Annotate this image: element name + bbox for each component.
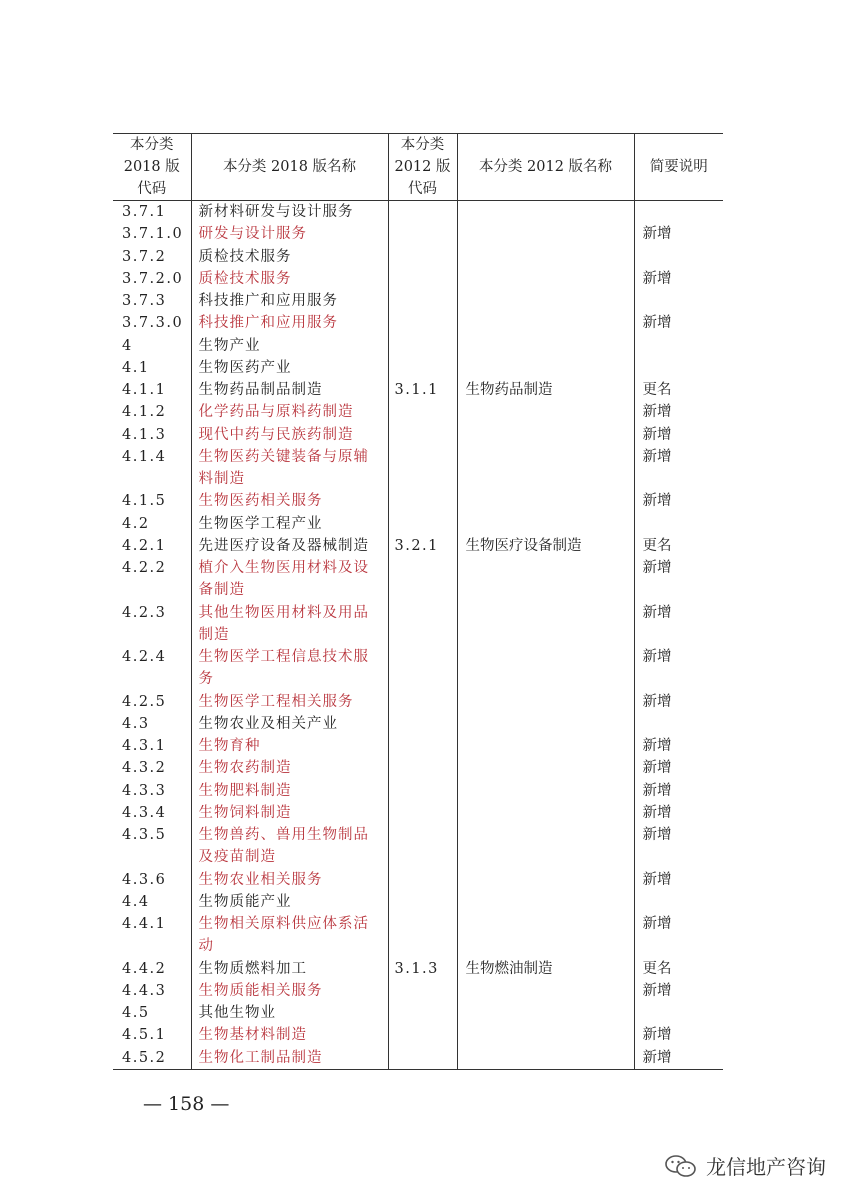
cell-name-2012 [457, 980, 634, 1002]
cell-code-2012 [388, 513, 457, 535]
cell-note: 更名 [634, 958, 723, 980]
cell-code-2018: 4.4.2 [113, 958, 191, 980]
header-name-2018: 本分类 2018 版名称 [191, 134, 388, 201]
cell-note: 新增 [634, 646, 723, 691]
cell-note: 新增 [634, 980, 723, 1002]
cell-note [634, 713, 723, 735]
cell-name-2012 [457, 646, 634, 691]
cell-code-2018: 4.5.2 [113, 1047, 191, 1070]
cell-note [634, 246, 723, 268]
cell-name-2018: 新材料研发与设计服务 [191, 201, 388, 224]
cell-note: 新增 [634, 802, 723, 824]
table-row [113, 201, 723, 224]
cell-code-2018: 4.3.1 [113, 735, 191, 757]
cell-code-2018: 4.1 [113, 357, 191, 379]
cell-code-2018: 4.2.4 [113, 646, 191, 691]
cell-code-2012 [388, 223, 457, 245]
cell-note: 新增 [634, 1024, 723, 1046]
cell-code-2012 [388, 891, 457, 913]
table-row [113, 379, 723, 401]
cell-code-2012 [388, 401, 457, 423]
cell-note: 新增 [634, 223, 723, 245]
cell-name-2012: 生物燃油制造 [457, 958, 634, 980]
cell-note [634, 201, 723, 224]
cell-name-2012 [457, 424, 634, 446]
cell-name-2012 [457, 290, 634, 312]
cell-code-2018: 4.4 [113, 891, 191, 913]
cell-code-2012 [388, 869, 457, 891]
cell-note [634, 357, 723, 379]
table-row [113, 958, 723, 980]
cell-name-2018: 生物化工制品制造 [191, 1047, 388, 1070]
cell-name-2012 [457, 268, 634, 290]
cell-name-2018: 生物肥料制造 [191, 780, 388, 802]
header-code-2018: 本分类 2018 版 代码 [113, 134, 191, 201]
table-row [113, 246, 723, 268]
table-row [113, 401, 723, 423]
cell-note: 新增 [634, 735, 723, 757]
cell-name-2018: 科技推广和应用服务 [191, 312, 388, 334]
cell-note: 新增 [634, 780, 723, 802]
cell-name-2018: 现代中药与民族药制造 [191, 424, 388, 446]
cell-code-2012 [388, 980, 457, 1002]
cell-name-2018: 生物农业相关服务 [191, 869, 388, 891]
cell-code-2018: 3.7.2.0 [113, 268, 191, 290]
cell-name-2018: 生物农业及相关产业 [191, 713, 388, 735]
cell-note: 新增 [634, 824, 723, 869]
header-code-2012: 本分类 2012 版 代码 [388, 134, 457, 201]
cell-code-2012 [388, 201, 457, 224]
cell-note: 新增 [634, 490, 723, 512]
classification-table-wrapper [113, 133, 723, 1070]
cell-name-2018: 生物质能产业 [191, 891, 388, 913]
cell-name-2012 [457, 446, 634, 491]
table-row [113, 713, 723, 735]
cell-name-2012 [457, 401, 634, 423]
cell-code-2012 [388, 802, 457, 824]
watermark-text: 龙信地产咨询 [706, 1155, 826, 1179]
cell-code-2012 [388, 290, 457, 312]
cell-note: 更名 [634, 535, 723, 557]
cell-code-2012 [388, 757, 457, 779]
cell-code-2012 [388, 735, 457, 757]
cell-name-2018: 生物相关原料供应体系活动 [191, 913, 388, 958]
cell-name-2012: 生物药品制造 [457, 379, 634, 401]
cell-note: 新增 [634, 913, 723, 958]
cell-name-2018: 生物质能相关服务 [191, 980, 388, 1002]
cell-note: 新增 [634, 268, 723, 290]
cell-code-2012 [388, 1024, 457, 1046]
cell-code-2018: 4.1.4 [113, 446, 191, 491]
cell-code-2012 [388, 1002, 457, 1024]
cell-name-2018: 化学药品与原料药制造 [191, 401, 388, 423]
cell-name-2012 [457, 824, 634, 869]
cell-note: 新增 [634, 312, 723, 334]
cell-note [634, 335, 723, 357]
cell-code-2018: 4.1.2 [113, 401, 191, 423]
cell-name-2012 [457, 1024, 634, 1046]
table-row [113, 1047, 723, 1070]
page-number: — 158 — [143, 1093, 230, 1115]
table-row [113, 757, 723, 779]
cell-name-2018: 生物质燃料加工 [191, 958, 388, 980]
cell-name-2018: 科技推广和应用服务 [191, 290, 388, 312]
cell-code-2012: 3.1.3 [388, 958, 457, 980]
cell-code-2012 [388, 780, 457, 802]
table-row [113, 335, 723, 357]
cell-name-2012 [457, 312, 634, 334]
cell-code-2018: 4.3.5 [113, 824, 191, 869]
table-row [113, 312, 723, 334]
cell-name-2012 [457, 1002, 634, 1024]
table-row [113, 602, 723, 647]
cell-name-2018: 质检技术服务 [191, 246, 388, 268]
cell-name-2012 [457, 490, 634, 512]
table-row [113, 490, 723, 512]
cell-code-2018: 4.3.6 [113, 869, 191, 891]
cell-code-2018: 4.4.3 [113, 980, 191, 1002]
cell-name-2018: 研发与设计服务 [191, 223, 388, 245]
cell-note: 新增 [634, 869, 723, 891]
cell-code-2012 [388, 424, 457, 446]
cell-code-2012 [388, 490, 457, 512]
cell-name-2018: 生物医药关键装备与原辅料制造 [191, 446, 388, 491]
cell-code-2012: 3.1.1 [388, 379, 457, 401]
cell-name-2012 [457, 513, 634, 535]
cell-code-2018: 4.3 [113, 713, 191, 735]
cell-name-2012 [457, 780, 634, 802]
cell-code-2012 [388, 335, 457, 357]
table-body [113, 201, 723, 1070]
cell-name-2018: 生物医药产业 [191, 357, 388, 379]
cell-code-2018: 4.2.5 [113, 691, 191, 713]
cell-note: 新增 [634, 691, 723, 713]
cell-name-2018: 生物兽药、兽用生物制品及疫苗制造 [191, 824, 388, 869]
cell-code-2012: 3.2.1 [388, 535, 457, 557]
cell-name-2012 [457, 802, 634, 824]
watermark [664, 1151, 826, 1180]
table-row [113, 424, 723, 446]
cell-code-2012 [388, 602, 457, 647]
cell-code-2012 [388, 913, 457, 958]
cell-code-2012 [388, 357, 457, 379]
header-note: 简要说明 [634, 134, 723, 201]
cell-code-2018: 4.2.3 [113, 602, 191, 647]
table-row [113, 535, 723, 557]
cell-code-2018: 3.7.2 [113, 246, 191, 268]
cell-name-2018: 生物医学工程产业 [191, 513, 388, 535]
cell-note: 新增 [634, 424, 723, 446]
cell-code-2018: 4.1.5 [113, 490, 191, 512]
cell-note: 新增 [634, 446, 723, 491]
table-row [113, 913, 723, 958]
cell-name-2012 [457, 913, 634, 958]
table-row [113, 446, 723, 491]
cell-name-2012 [457, 691, 634, 713]
cell-name-2012 [457, 335, 634, 357]
cell-code-2012 [388, 1047, 457, 1070]
table-row [113, 802, 723, 824]
cell-name-2012: 生物医疗设备制造 [457, 535, 634, 557]
cell-name-2018: 生物产业 [191, 335, 388, 357]
cell-name-2012 [457, 246, 634, 268]
cell-code-2012 [388, 446, 457, 491]
cell-name-2018: 生物医学工程相关服务 [191, 691, 388, 713]
cell-name-2012 [457, 869, 634, 891]
cell-code-2012 [388, 268, 457, 290]
cell-name-2018: 先进医疗设备及器械制造 [191, 535, 388, 557]
table-row [113, 869, 723, 891]
table-row [113, 780, 723, 802]
cell-name-2018: 植介入生物医用材料及设备制造 [191, 557, 388, 602]
cell-code-2018: 4.2 [113, 513, 191, 535]
cell-name-2018: 生物农药制造 [191, 757, 388, 779]
header-name-2012: 本分类 2012 版名称 [457, 134, 634, 201]
cell-note: 新增 [634, 401, 723, 423]
cell-note [634, 290, 723, 312]
cell-name-2012 [457, 557, 634, 602]
cell-note: 新增 [634, 602, 723, 647]
cell-name-2018: 生物医学工程信息技术服务 [191, 646, 388, 691]
cell-code-2012 [388, 691, 457, 713]
cell-code-2018: 4.3.2 [113, 757, 191, 779]
cell-code-2018: 4.3.4 [113, 802, 191, 824]
table-row [113, 357, 723, 379]
cell-name-2012 [457, 223, 634, 245]
cell-note: 新增 [634, 557, 723, 602]
cell-note: 新增 [634, 757, 723, 779]
cell-code-2018: 4.1.1 [113, 379, 191, 401]
table-row [113, 891, 723, 913]
cell-code-2018: 3.7.1.0 [113, 223, 191, 245]
table-row [113, 268, 723, 290]
cell-name-2012 [457, 602, 634, 647]
cell-code-2018: 3.7.1 [113, 201, 191, 224]
table-row [113, 557, 723, 602]
cell-note: 更名 [634, 379, 723, 401]
cell-code-2018: 4.1.3 [113, 424, 191, 446]
table-row [113, 735, 723, 757]
table-row [113, 824, 723, 869]
cell-code-2018: 3.7.3.0 [113, 312, 191, 334]
cell-name-2018: 生物药品制品制造 [191, 379, 388, 401]
cell-code-2018: 4.5 [113, 1002, 191, 1024]
wechat-icon [664, 1154, 698, 1178]
cell-code-2018: 4 [113, 335, 191, 357]
cell-note [634, 513, 723, 535]
table-row [113, 223, 723, 245]
cell-note [634, 1002, 723, 1024]
cell-code-2012 [388, 824, 457, 869]
table-row [113, 513, 723, 535]
cell-name-2018: 生物医药相关服务 [191, 490, 388, 512]
cell-code-2012 [388, 557, 457, 602]
cell-code-2012 [388, 646, 457, 691]
cell-name-2012 [457, 735, 634, 757]
cell-note [634, 891, 723, 913]
cell-name-2012 [457, 713, 634, 735]
cell-name-2012 [457, 891, 634, 913]
cell-name-2012 [457, 757, 634, 779]
cell-code-2018: 4.2.1 [113, 535, 191, 557]
cell-code-2012 [388, 713, 457, 735]
cell-name-2018: 质检技术服务 [191, 268, 388, 290]
cell-name-2012 [457, 357, 634, 379]
table-row [113, 646, 723, 691]
table-row [113, 1024, 723, 1046]
table-row [113, 980, 723, 1002]
classification-table [113, 133, 723, 1070]
cell-code-2018: 4.2.2 [113, 557, 191, 602]
cell-name-2018: 其他生物业 [191, 1002, 388, 1024]
cell-code-2018: 3.7.3 [113, 290, 191, 312]
cell-code-2018: 4.3.3 [113, 780, 191, 802]
cell-name-2018: 生物饲料制造 [191, 802, 388, 824]
cell-name-2018: 生物基材料制造 [191, 1024, 388, 1046]
table-row [113, 290, 723, 312]
cell-code-2012 [388, 312, 457, 334]
cell-code-2018: 4.5.1 [113, 1024, 191, 1046]
table-row [113, 1002, 723, 1024]
cell-code-2012 [388, 246, 457, 268]
cell-name-2018: 其他生物医用材料及用品制造 [191, 602, 388, 647]
table-header-row [113, 134, 723, 201]
cell-name-2012 [457, 201, 634, 224]
cell-name-2012 [457, 1047, 634, 1070]
cell-name-2018: 生物育种 [191, 735, 388, 757]
table-row [113, 691, 723, 713]
cell-note: 新增 [634, 1047, 723, 1070]
cell-code-2018: 4.4.1 [113, 913, 191, 958]
